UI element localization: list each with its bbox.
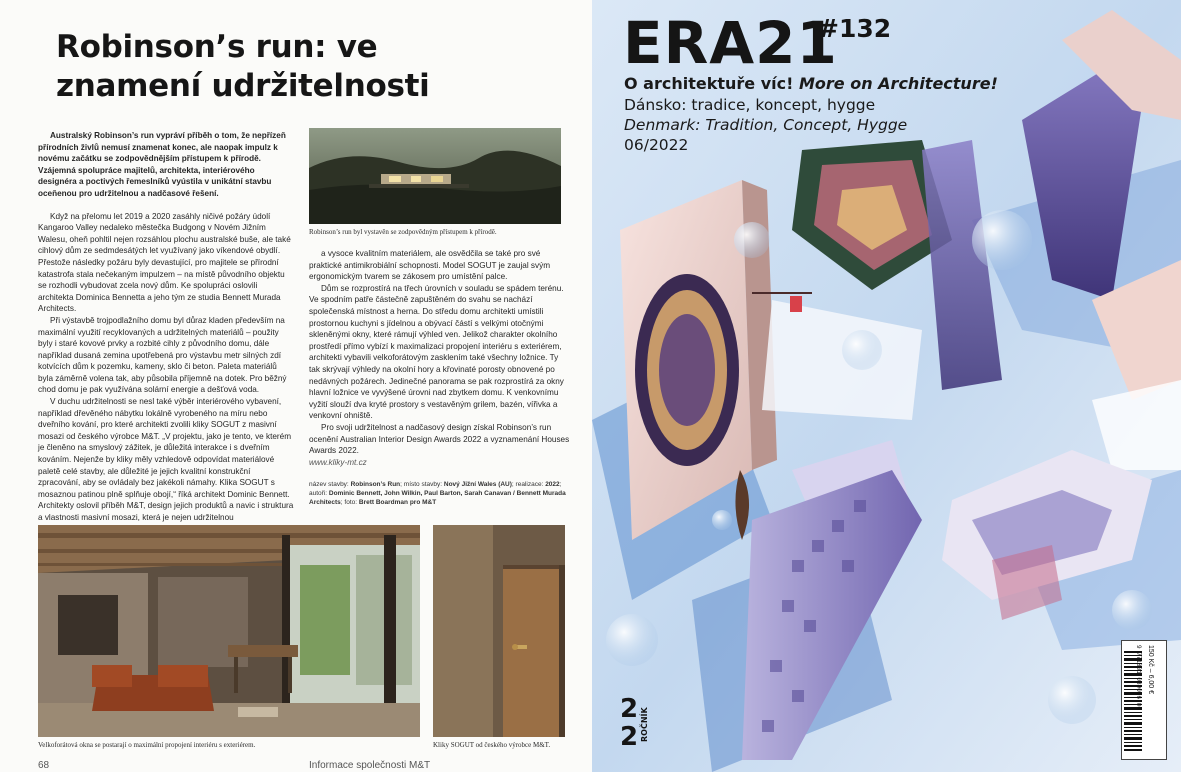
credit-value: Robinson’s Run bbox=[350, 481, 401, 488]
house-exterior-photo bbox=[309, 128, 561, 224]
lead-paragraph: Australský Robinson’s run vypráví příběh o tom, že nepřízeň přírodních živlů nemusí znamenat konec, ale naopak impulz k novému začátku se zodpovědnějším přístupem k přírodě. Vzájemná spolupráce majitelů, architekta, interiérového designéra a poctivých řemeslníků vyústila v unikátní stavbu oceňenou pro udržitelnou a nadčasové řešení. bbox=[38, 131, 286, 198]
website-link[interactable]: www.kliky-mt.cz bbox=[309, 457, 367, 467]
barcode-digits: 9 771801 089006 06 bbox=[1135, 645, 1142, 710]
door-photo-caption: Kliky SOGUT od českého výrobce M&T. bbox=[433, 741, 551, 749]
door-handle-photo bbox=[433, 525, 565, 737]
barcode bbox=[1121, 640, 1167, 760]
cover-topic-en: Denmark: Tradition, Concept, Hygge bbox=[624, 116, 908, 134]
cover-price: 150 Kč – 6,00 € bbox=[1147, 645, 1154, 695]
credit-label: autoři: bbox=[309, 490, 328, 497]
project-credits: název stavby: Robinson’s Run; místo stavby: Nový Jižní Wales (AU); realizace: 2022; autoři: Dominic Bennett, John Wilkin, Paul Barton, Sarah Canavan / Bennett Murada Architects; foto: Brett Boardman pro M&T bbox=[309, 481, 566, 506]
living-room-photo bbox=[38, 525, 420, 737]
credit-label: název stavby: bbox=[309, 481, 349, 488]
interior-photo-caption: Velkoforátová okna se postarají o maximální propojení interiéru s exteriérem. bbox=[38, 741, 256, 749]
volume-digit: 2 bbox=[620, 694, 639, 724]
body-paragraph: Dům se rozprostírá na třech úrovních v souladu se spádem terénu. Ve spodním patře částečně zapuštěném do svahu se nachází společenská místnost a herna. Do středu domu architekti umístili prostornou kuchyni s jídelnou a obývací částí s velkými otočnými skleněnými okny, které rámují výhled ven. Jelikož charakter okolního prostředí přímo vybízí k maximalizaci propojení interiéru s exteriérem, architekti vybavili velkoforátovým zasklením také všechny ložnice. Ty tak skrývají výhledy na okolní hory a křovinaté porosty obnovené po nedávných požárech. Jedinečné panorama se pak rozprostírá za okny hlavní ložnice ve vyvýšené úrovni nad zbytkem domu. K venkovnímu vyžití slouží dva kryté prostory s vestavěným grilem, bazén, vířivka a venkovní ohniště. bbox=[309, 283, 564, 421]
body-paragraph: Při výstavbě trojpodlažního domu byl důraz kladen především na maximální využití recyklovaných a udržitelných materiálů – použity byly i staré kovové prvky a rozbité cihly z původního domu, dále například dusaná zemina upotřebená pro výstavbu metr silných zdí kotvících dům k pozemku, kameny, sklo či beton. Paleta materiálů byla záměrně volena tak, aby působila příjemně na dotek. Pro běžný chod domu je pak využívána solární energie a dešťová voda. bbox=[38, 315, 287, 395]
cover-topic-cz: Dánsko: tradice, koncept, hygge bbox=[624, 96, 876, 114]
body-paragraph: V duchu udržitelnosti se nesl také výběr interiérového vybavení, například dřevěného nábytku lokálně vyrobeného na míru nebo dveřního kování, pro které architekti zvolili kliky SOGUT z masivní mosazi od českého výrobce M&T. „V projektu, jako je tento, ve kterém je členěno na smyslový zážitek, je důležitá interakce i s dveřním kováním. Nejenže by kliky měly vzhledově odpovídat materiálové paletě celé stavby, ale důležité je jejich kvalitní konstrukční zpracování, aby se ovládaly bez jakékoli námahy. Klika SOGUT s mosaznou patinou plně splňuje obojí,“ říká architekt Dominic Bennett. Architekty oslovil příběh M&T, design jejich produktů a navic i struktura a vlastnosti masivní mosazi, která je nejen udržitelnou bbox=[38, 397, 294, 522]
credit-value: Dominic Bennett, John Wilkin, Paul Barton, Sarah Canavan / Bennett Murada Architects bbox=[309, 490, 566, 506]
volume-digit: 2 bbox=[620, 722, 639, 752]
tagline-en: More on Architecture! bbox=[798, 74, 998, 93]
exterior-photo-caption: Robinson’s run byl vystavěn se zodpovědným přístupem k přírodě. bbox=[309, 228, 497, 236]
cover-tagline bbox=[624, 74, 998, 93]
issue-date: 06/2022 bbox=[624, 136, 689, 154]
volume-block bbox=[620, 696, 660, 756]
footer-label: Informace společnosti M&T bbox=[309, 760, 431, 771]
body-paragraph: a vysoce kvalitním materiálem, ale osvědčila se také pro své praktické antimikrobiální schopnosti. Model SOGUT je zaujal svým ergonomickým tvarem se zákosem pro umístění palce. bbox=[309, 249, 551, 282]
credit-label: foto: bbox=[344, 499, 358, 506]
magazine-masthead: ERA21 bbox=[623, 9, 838, 77]
body-paragraph: Když na přelomu let 2019 a 2020 zasáhly ničivé požáry údolí Kangaroo Valley nedaleko městečka Budgong v Novém Jižním Walesu, oheň pohltil nejen rozsáhlou plochu australské buše, ale také cihlový dům ze sedmdesátých let využívaný jako víkendové obydlí. Přestože následky požáru byly devastující, pro majitele se přírodní katastrofa stala nečekaným impulzem – na místě původního objektu se rozhodli vybudovat zcela nový dům. Ke spolupráci oslovili architekta Dominica Bennetta a jeho tým ze studia Bennett Murada Architects. bbox=[38, 211, 291, 314]
page-number: 68 bbox=[38, 760, 50, 771]
volume-label: ROČNÍK bbox=[640, 707, 649, 742]
article-column-2 bbox=[309, 248, 571, 466]
issue-number: #132 bbox=[818, 14, 892, 43]
body-paragraph: Pro svoji udržitelnost a nadčasový design získal Robinson’s run ocenění Australian Interior Design Awards 2022 a vyznamenání Houses Awards 2022. bbox=[309, 422, 570, 456]
article-column-1 bbox=[38, 130, 294, 522]
credit-label: realizace: bbox=[515, 481, 544, 488]
magazine-cover bbox=[592, 0, 1181, 772]
article-headline: Robinson’s run: ve znamení udržitelnosti bbox=[56, 29, 430, 104]
credit-value: Brett Boardman pro M&T bbox=[358, 499, 437, 506]
credit-label: místo stavby: bbox=[403, 481, 443, 488]
tagline-cz: O architektuře víc! bbox=[624, 74, 794, 93]
credit-value: Nový Jižní Wales (AU) bbox=[443, 481, 512, 488]
credit-value: 2022 bbox=[545, 481, 560, 488]
